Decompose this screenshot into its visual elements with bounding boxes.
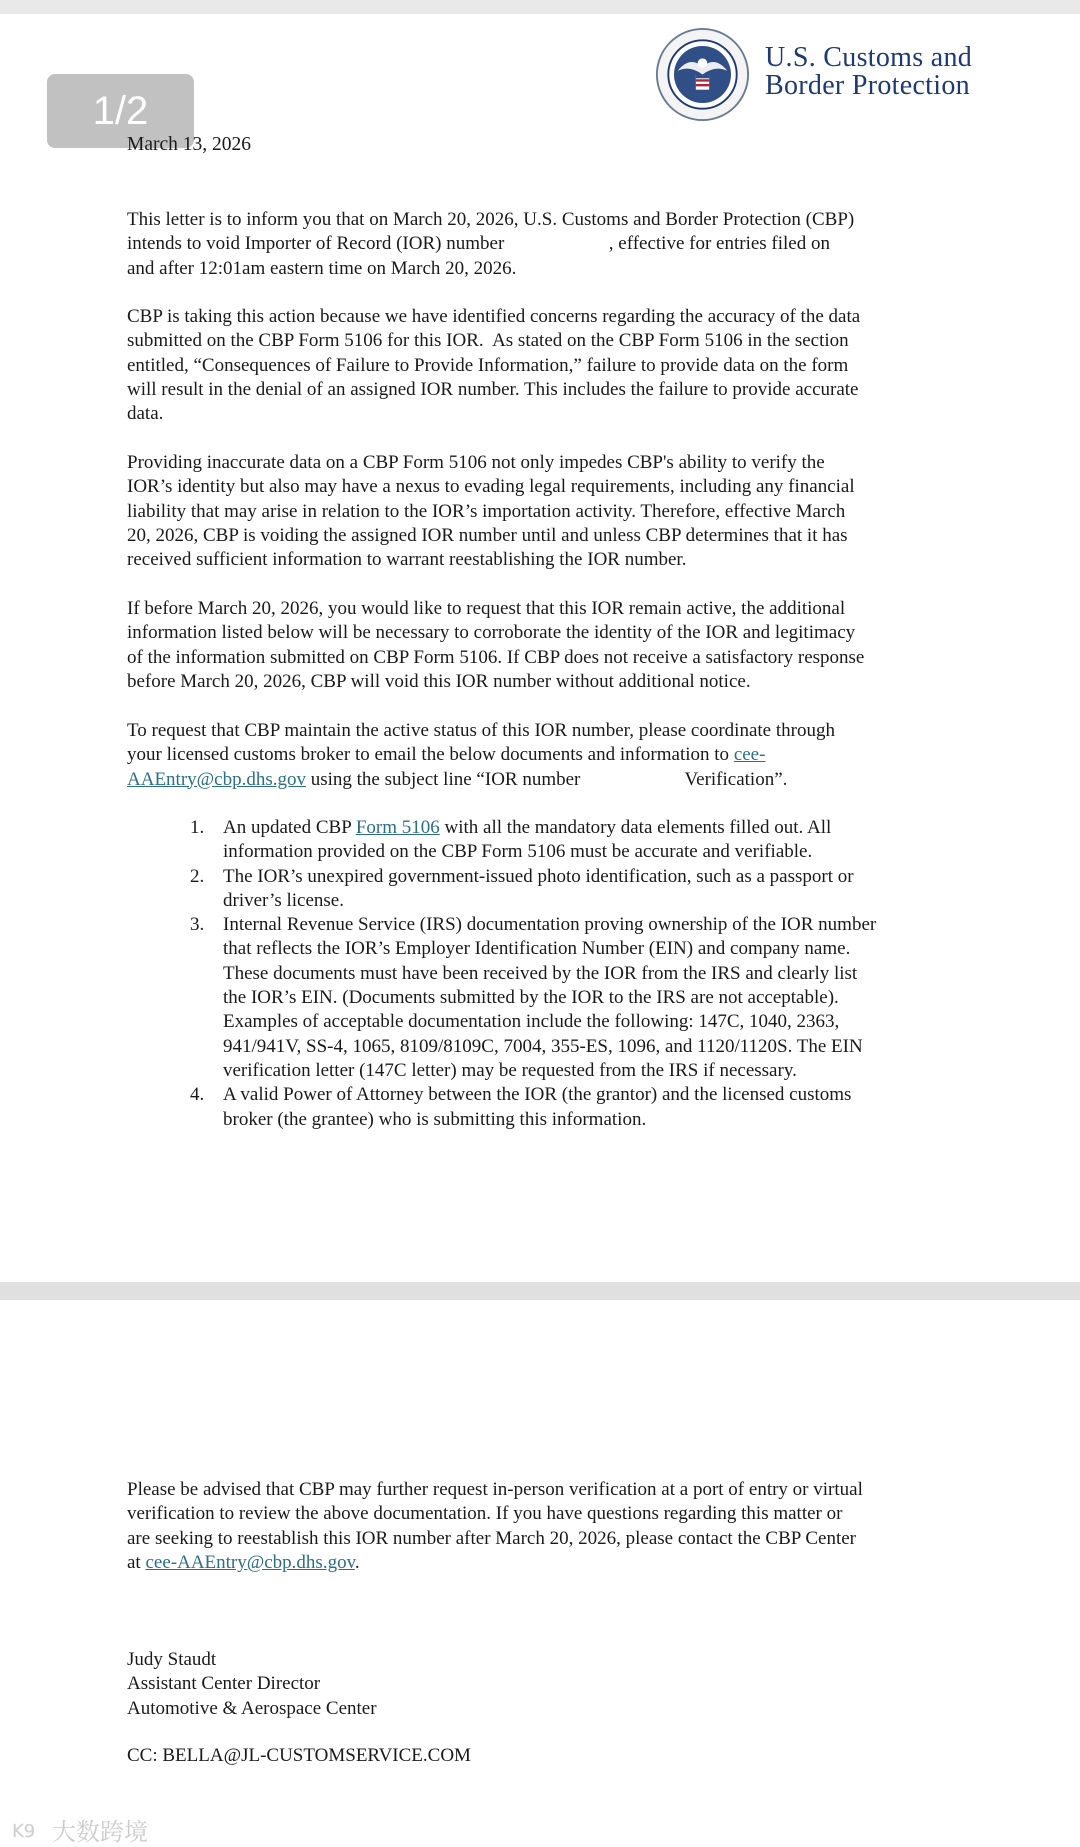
- list-line: Internal Revenue Service (IRS) documentation proving ownership of the IOR number: [223, 914, 877, 936]
- paragraph-6: [127, 1478, 863, 1575]
- agency-name: [765, 44, 972, 100]
- paragraph-line: Please be advised that CBP may further request in-person verification at a port of entry or virtual: [127, 1479, 863, 1500]
- paragraph-line: CBP is taking this action because we have identified concerns regarding the accuracy of the data: [127, 306, 861, 327]
- list-item: [175, 816, 965, 865]
- list-line: 941/941V, SS-4, 1065, 8109/8109C, 7004, 355-ES, 1096, and 1120/1120S. The EIN: [223, 1035, 863, 1057]
- list-text: with all the mandatory data elements filled out. All: [439, 817, 832, 838]
- paragraph-line: and after 12:01am eastern time on March 20, 2026.: [127, 257, 517, 279]
- paragraph-line: [127, 1551, 863, 1575]
- email-link-part2[interactable]: AAEntry@cbp.dhs.gov: [127, 768, 306, 790]
- paragraph-line: before March 20, 2026, CBP will void this IOR number without additional notice.: [127, 670, 751, 692]
- signer-center: Automotive & Aerospace Center: [127, 1697, 377, 1719]
- paragraph-line: data.: [127, 403, 164, 425]
- signature-block: [127, 1648, 377, 1721]
- paragraph-line: submitted on the CBP Form 5106 for this IOR. As stated on the CBP Form 5106 in the section: [127, 330, 849, 352]
- paragraph-line: information listed below will be necessary to corroborate the identity of the IOR and legitimacy: [127, 622, 856, 644]
- paragraph-line: [127, 743, 957, 767]
- paragraph-4: [127, 597, 957, 694]
- paragraph-text: at: [127, 1551, 146, 1573]
- agency-name-line2: Border Protection: [765, 70, 970, 101]
- paragraph-line: verification to review the above documentation. If you have questions regarding this matter or: [127, 1503, 843, 1525]
- paragraph-line: will result in the denial of an assigned IOR number. This includes the failure to provide accurate: [127, 378, 859, 400]
- signer-title: Assistant Center Director: [127, 1673, 321, 1695]
- list-number: 1.: [190, 817, 205, 838]
- agency-name-line1: U.S. Customs and: [765, 42, 973, 73]
- email-link-part1[interactable]: cee-: [733, 744, 766, 766]
- list-text: An updated CBP: [223, 817, 356, 838]
- form-5106-link[interactable]: Form 5106: [355, 817, 440, 838]
- list-number: 4.: [190, 1084, 205, 1106]
- watermark-text: 大数跨境: [52, 1818, 148, 1846]
- paragraph-line: of the information submitted on CBP Form 5106. If CBP does not receive a satisfactory response: [127, 646, 865, 668]
- K9-logo-icon: [12, 1819, 48, 1841]
- list-line: Examples of acceptable documentation include the following: 147C, 1040, 2363,: [223, 1011, 840, 1033]
- signer-name: Judy Staudt: [127, 1649, 217, 1670]
- paragraph-text: .: [354, 1551, 360, 1573]
- list-line: information provided on the CBP Form 5106 must be accurate and verifiable.: [223, 841, 813, 863]
- paragraph-line: Providing inaccurate data on a CBP Form 5106 not only impedes CBP's ability to verify the: [127, 452, 825, 473]
- paragraph-line: entitled, “Consequences of Failure to Provide Information,” failure to provide data on the form: [127, 354, 849, 376]
- list-line: The IOR’s unexpired government-issued photo identification, such as a passport or: [223, 865, 854, 887]
- page-indicator: 1/2: [47, 74, 194, 148]
- list-line: driver’s license.: [223, 889, 344, 911]
- paragraph-line: 20, 2026, CBP is voiding the assigned IOR number until and unless CBP determines that it has: [127, 524, 848, 546]
- paragraph-line: IOR’s identity but also may have a nexus to evading legal requirements, including any financial: [127, 476, 855, 498]
- paragraph-line: received sufficient information to warrant reestablishing the IOR number.: [127, 549, 687, 571]
- viewer-top-band: [0, 0, 1080, 14]
- list-item: [175, 913, 965, 1083]
- list-number: 3.: [190, 914, 205, 936]
- cbp-seal-icon: [655, 27, 750, 122]
- paragraph-line: are seeking to reestablish this IOR number after March 20, 2026, please contact the CBP Center: [127, 1527, 857, 1549]
- paragraph-line: intends to void Importer of Record (IOR) number , effective for entries filed on: [127, 233, 830, 255]
- paragraph-line: This letter is to inform you that on March 20, 2026, U.S. Customs and Border Protection (CBP): [127, 209, 855, 230]
- paragraph-text: your licensed customs broker to email the below documents and information to: [127, 744, 734, 766]
- paragraph-line: To request that CBP maintain the active status of this IOR number, please coordinate through: [127, 720, 835, 741]
- paragraph-text: using the subject line “IOR number Verification”.: [305, 768, 788, 790]
- list-line: A valid Power of Attorney between the IOR (the grantor) and the licensed customs: [223, 1084, 852, 1106]
- cc-line: CC: BELLA@JL-CUSTOMSERVICE.COM: [127, 1745, 471, 1766]
- list-line: These documents must have been received by the IOR from the IRS and clearly list: [223, 962, 858, 984]
- list-number: 2.: [190, 865, 205, 887]
- svg-text:K9: K9: [12, 1820, 36, 1841]
- letter-date: March 13, 2026: [127, 134, 252, 155]
- list-line: broker (the grantee) who is submitting this information.: [223, 1108, 647, 1130]
- paragraph-5: [127, 719, 957, 792]
- list-item: [175, 865, 965, 914]
- page-separator: [0, 1282, 1080, 1300]
- list-line: the IOR’s EIN. (Documents submitted by the IOR to the IRS are not acceptable).: [223, 987, 839, 1009]
- list-line: verification letter (147C letter) may be requested from the IRS if necessary.: [223, 1059, 797, 1081]
- list-line: that reflects the IOR’s Employer Identification Number (EIN) and company name.: [223, 938, 851, 960]
- paragraph-3: [127, 451, 957, 572]
- watermark: [12, 1812, 148, 1847]
- paragraph-line: liability that may arise in relation to the IOR’s importation activity. Therefore, effective March: [127, 500, 846, 522]
- paragraph-line: [127, 768, 957, 792]
- paragraph-2: [127, 305, 957, 426]
- requirements-list: [175, 816, 965, 1132]
- paragraph-line: If before March 20, 2026, you would like to request that this IOR remain active, the additional: [127, 598, 846, 619]
- paragraph-1: [127, 208, 957, 281]
- list-item: [175, 1083, 965, 1132]
- email-link[interactable]: cee-AAEntry@cbp.dhs.gov: [145, 1551, 355, 1573]
